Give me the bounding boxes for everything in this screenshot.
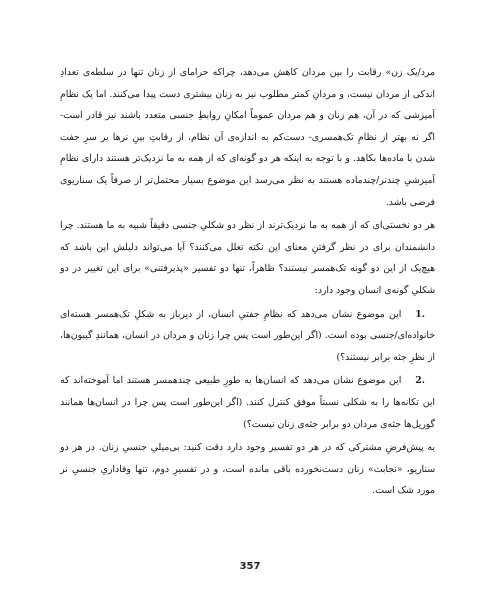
book-page-text [60,62,435,502]
list-item-1 [60,304,435,369]
page-number: 357 [239,561,261,572]
list-item-text: این موضوع نشان می‌دهد که نظامِ جفتیِ انسان، از دیرباز به شکلِ تک‌همسر هسته‌ای خانواده‌ای‌/جنسی بوده است. (اگر این‌طور است پس چرا زنان و مردان در انسان، همانندِ گیبون‌ها، از نظرِ جثه برابر نیستند؟) [60,308,435,363]
list-item-number: 1. [415,308,425,320]
paragraph-1: مرد/یک زن» رقابت را بین مردان کاهش می‌دهد، چراکه حرامای از زنان تنها در سلطه‌ی تعدادِ اندکی از مردان نیست، و مردانِ کمتر مطلوب نیز به زنان بیشتری دست پیدا می‌کنند. اما یک نظامِ آمیزشی که در آن، هم زنان و هم مردان عموماً امکانِ روابطِ جنسی متعدد باشند نیز قادر است- اگر نه بهتر از نظامِ تک‌همسری- دست‌کم به اندازه‌ی آن نظام، از رقابتِ بینِ نرها بر سرِ جفت شدن با ماده‌ها بکاهد. و با توجه به اینکه هر دو گونه‌ای که از همه به ما نزدیک‌تر هستند دارای نظامِ آمیزشیِ چندنر/چندماده هستند به نظر می‌رسد این موضوع بسیار محتمل‌تر از صرفاً یک سناریوی فرضی باشد. [60,67,435,208]
paragraph-3: به پیش‌فرضِ مشترکی که در هر دو تفسیر وجود دارد دقت کنید: بی‌میلیِ جنسیِ زنان. در هر دو سناریو، «نجابت» زنان دست‌نخورده باقی مانده است، و در تفسیرِ دوم، تنها وفاداریِ جنسیِ نر مورد شک است. [60,442,435,497]
paragraph-2: هر دو نخستی‌ای که از همه به ما نزدیک‌ترند از نظر دو شکلیِ جنسی دقیقاً شبیه به ما هستند. چرا دانشمندان برای در نظر گرفتنِ معنای این نکته تعلل می‌کنند؟ آیا می‌تواند دلیلش این باشد که هیچ‌یک از این دو گونه تک‌همسر نیستند؟ ظاهراً، تنها دو تفسیر «پذیرفتنی» برای این تغییر در دو شکلیِ گونه‌ی انسان وجود دارد: [60,220,435,296]
list-item-number: 2. [415,375,425,387]
list-item-2 [60,370,435,435]
list-item-text: این موضوع نشان می‌دهد که انسان‌ها به طورِ طبیعی چندهمسر هستند اما آموخته‌اند که این تکانه‌ها را به شکلی نسبتاً موفق کنترل کنند. (اگر این‌طور است پس چرا در انسان‌ها همانند گوریل‌ها جثه‌ی مردان دو برابر جثه‌ی زنان نیست؟) [60,375,435,430]
